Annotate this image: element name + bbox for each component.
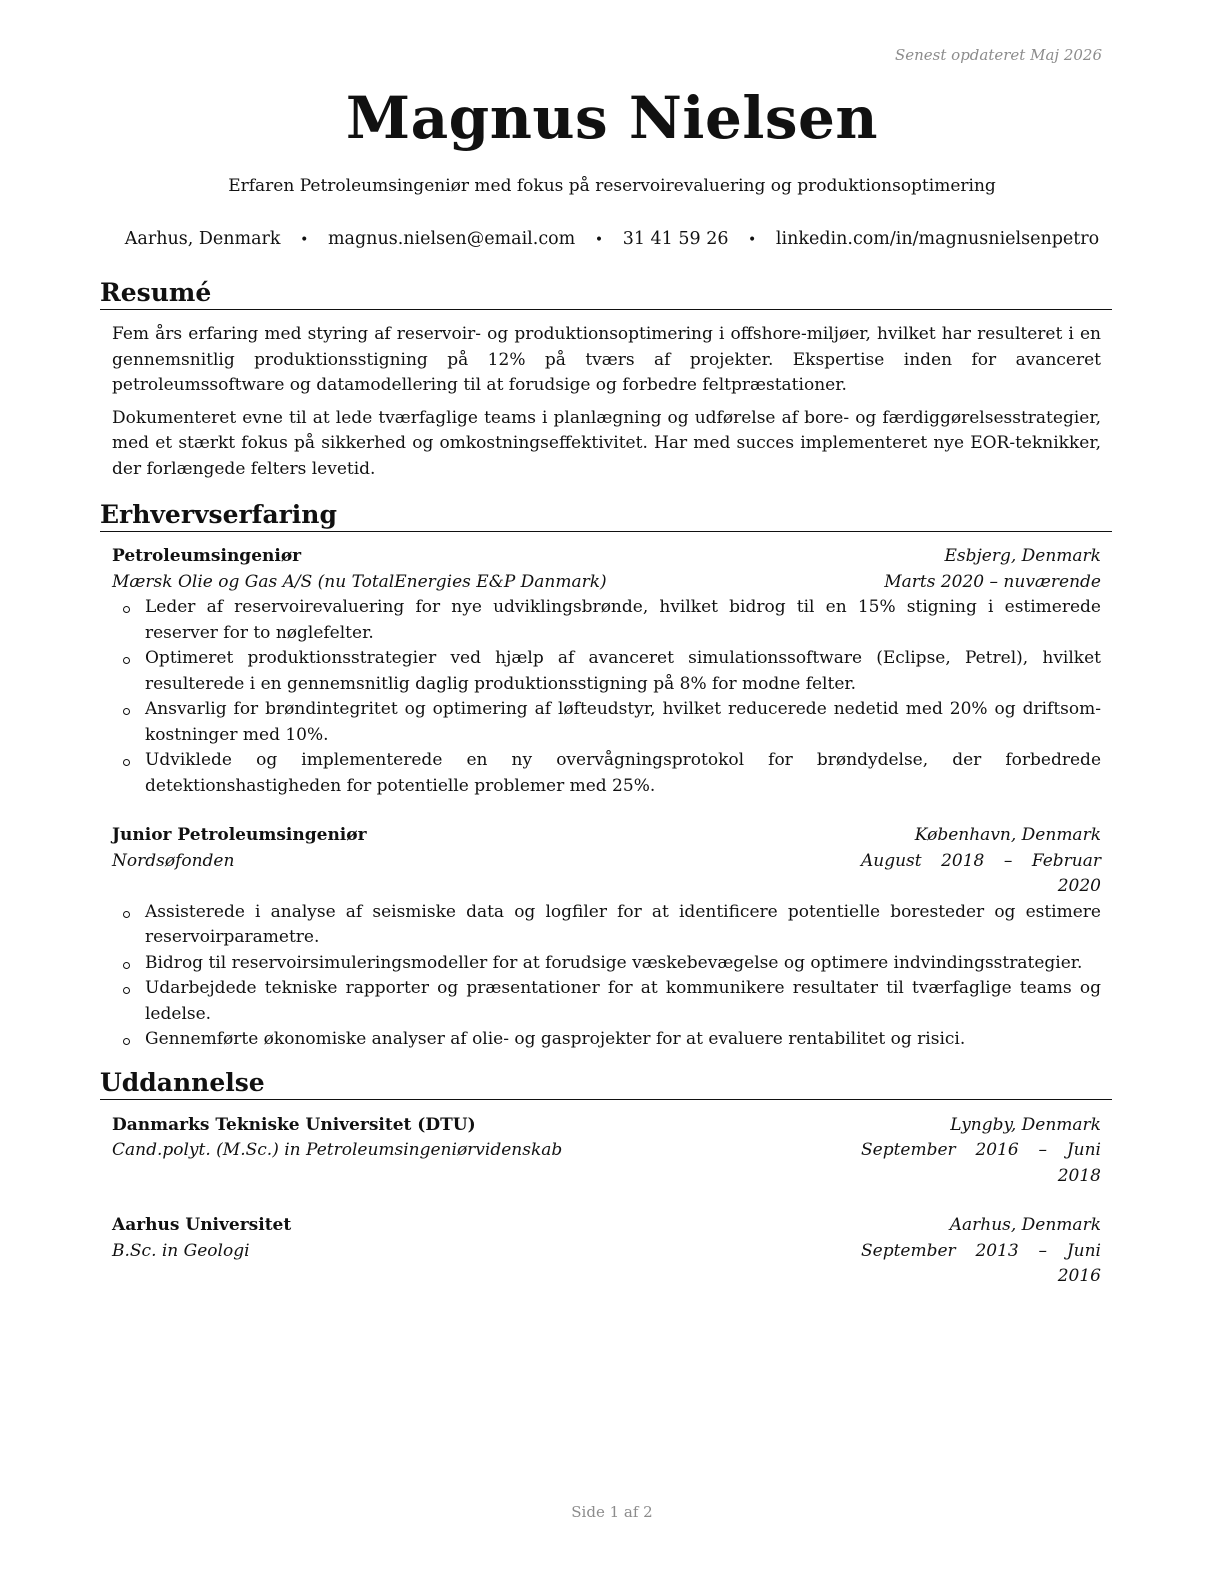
summary-paragraph: Dokumenteret evne til at lede tværfaglige teams i planlægning og udførelse af bore- og færdiggørelsesstrategier, med et stærkt fokus på sikkerhed og omkostningseffektivitet. Har med succes implementeret nye EOR-teknikker, der forlængede felters levetid. xyxy=(112,407,1101,479)
job-bullet-list xyxy=(112,900,1101,1053)
education-location: Aarhus, Denmark xyxy=(949,1215,1101,1235)
education-location: Lyngby, Denmark xyxy=(950,1114,1101,1135)
education-school: Aarhus Universitet xyxy=(112,1215,292,1235)
job-company: Nordsøfonden xyxy=(112,850,235,871)
list-item: Udarbejdede tekniske rapporter og præsentationer for at kommunikere resultater til tværfaglige teams og ledelse. xyxy=(112,976,1101,1027)
job-company: Mærsk Olie og Gas A/S (nu TotalEnergies E&P Danmark) xyxy=(112,571,607,592)
job-bullet-list xyxy=(112,595,1101,799)
job-role: Junior Petroleumsingeniør xyxy=(112,825,367,845)
section-title-education: Uddannelse xyxy=(100,1068,1112,1100)
section-title-experience: Erhvervserfaring xyxy=(100,500,1112,532)
education-dates: September 2016 – Juni 2018 xyxy=(861,1140,1101,1186)
job-entry xyxy=(100,544,1112,799)
contact-separator: • xyxy=(748,232,757,248)
section-title-summary: Resumé xyxy=(100,278,1112,310)
job-role: Petroleumsingeniør xyxy=(112,546,302,566)
last-updated-note: Senest opdateret Maj 2026 xyxy=(894,46,1102,64)
resume-body xyxy=(100,278,1112,1290)
list-item: Udviklede og implementerede en ny overvågningsprotokol for brøndydelse, der forbedrede detektionshastigheden for potentielle problemer med 25%. xyxy=(112,748,1101,799)
job-location: Esbjerg, Denmark xyxy=(944,546,1101,566)
contact-location: Aarhus, Denmark xyxy=(124,229,281,249)
education-degree: B.Sc. in Geologi xyxy=(112,1240,250,1261)
list-item: Optimeret produktionsstrategier ved hjælp af avanceret simulationssoftware (Eclipse, Petrel), hvilket resulterede i en gennemsnitlig daglig produktionsstigning på 8% for modne felter. xyxy=(112,646,1101,697)
education-degree: Cand.polyt. (M.Sc.) in Petroleumsingeniørvidenskab xyxy=(112,1140,563,1160)
education-dates: September 2013 – Juni 2016 xyxy=(861,1240,1101,1286)
summary-paragraph: Fem års erfaring med styring af reservoir- og produktionsoptimering i offshore-miljøer, hvilket har resulteret i en gennemsnitlig produktionsstigning på 12% på tværs af projekter. Ekspertise inden for avanceret petroleumssoftware og datamodellering til at forudsige og forbedre feltpræstationer. xyxy=(112,324,1101,395)
list-item: Leder af reservoirevaluering for nye udviklingsbrønde, hvilket bidrog til en 15% stigning i estimerede reserver for to nøglefelter. xyxy=(112,595,1101,646)
education-entry xyxy=(100,1113,1112,1190)
job-dates: August 2018 – Februar 2020 xyxy=(861,850,1101,896)
contact-line xyxy=(0,229,1224,249)
contact-linkedin[interactable]: linkedin.com/in/magnusnielsenpetro xyxy=(775,229,1100,249)
candidate-name: Magnus Nielsen xyxy=(345,84,879,152)
job-entry xyxy=(100,823,1112,1053)
list-item: Assisterede i analyse af seismiske data og logfiler for at identificere potentielle boresteder og estimere reservoirparametre. xyxy=(112,900,1101,951)
contact-separator: • xyxy=(300,232,309,248)
list-item: Gennemførte økonomiske analyser af olie- og gasprojekter for at evaluere rentabilitet og risici. xyxy=(112,1027,1101,1053)
education-entry xyxy=(100,1213,1112,1290)
list-item: Bidrog til reservoirsimuleringsmodeller for at forudsige væskebevægelse og optimere indvindingsstrategier. xyxy=(112,951,1101,977)
list-item: Ansvarlig for brøndintegritet og optimering af løfteudstyr, hvilket reducerede nedetid med 20% og driftsomkostninger med 10%. xyxy=(112,697,1101,748)
job-location: København, Denmark xyxy=(914,825,1101,845)
page-number: Side 1 af 2 xyxy=(571,1503,653,1521)
contact-separator: • xyxy=(594,232,604,248)
headline-tagline: Erfaren Petroleumsingeniør med fokus på reservoirevaluering og produktionsoptimering xyxy=(228,176,996,196)
job-dates: Marts 2020 – nuværende xyxy=(884,571,1101,592)
contact-phone: 31 41 59 26 xyxy=(622,229,729,249)
education-school: Danmarks Tekniske Universitet (DTU) xyxy=(112,1114,476,1135)
contact-email[interactable]: magnus.nielsen@email.com xyxy=(327,229,576,249)
